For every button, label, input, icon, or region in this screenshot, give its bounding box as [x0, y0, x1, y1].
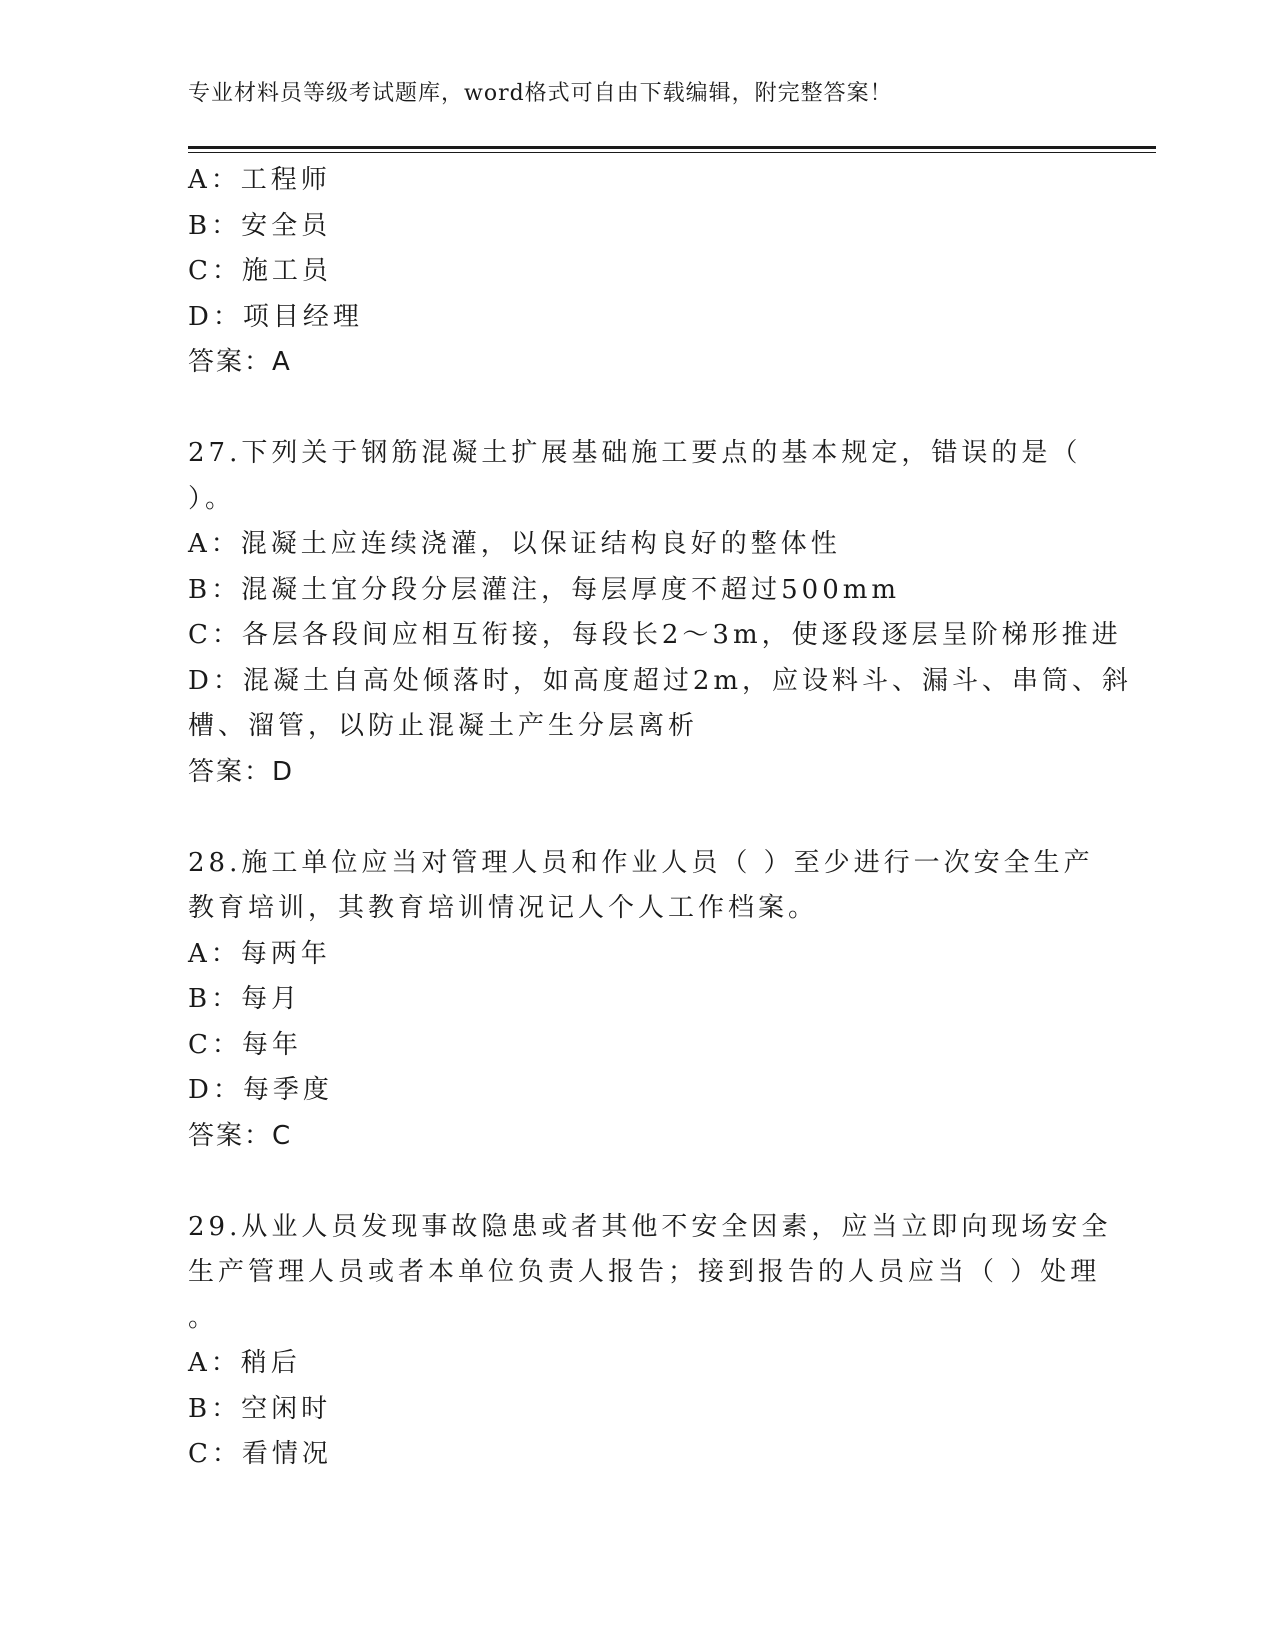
text-line: 教育培训，其教育培训情况记人个人工作档案。 — [188, 893, 819, 923]
header-divider-thick — [188, 146, 1156, 149]
header-divider-thin — [188, 152, 1156, 153]
answer-line: 答案：C — [188, 1120, 293, 1151]
text-line: 槽、溜管，以防止混凝土产生分层离析 — [188, 711, 699, 741]
text-line: 生产管理人员或者本单位负责人报告；接到报告的人员应当（ ）处理 — [188, 1257, 1101, 1287]
text-line: A：混凝土应连续浇灌，以保证结构良好的整体性 — [188, 529, 841, 559]
text-line: B：空闲时 — [188, 1393, 332, 1424]
text-line: ）。 — [188, 483, 236, 514]
document-body — [188, 158, 1133, 1478]
text-line: 27.下列关于钢筋混凝土扩展基础施工要点的基本规定，错误的是（ — [188, 438, 1082, 468]
text-line: D：每季度 — [188, 1075, 333, 1105]
text-line: B：混凝土宜分段分层灌注，每层厚度不超过500mm — [188, 574, 901, 605]
paragraph-gap — [188, 1159, 1088, 1205]
answer-line: 答案：D — [188, 756, 295, 787]
text-line: D：混凝土自高处倾落时，如高度超过2m，应设料斗、漏斗、串筒、斜 — [188, 665, 1133, 696]
text-line: A：每两年 — [188, 938, 331, 969]
paragraph-gap — [188, 795, 1088, 841]
text-line: B：每月 — [188, 984, 302, 1014]
text-line: C：每年 — [188, 1029, 302, 1060]
paragraph-gap — [188, 386, 1088, 432]
text-line: C：各层各段间应相互衔接，每段长2～3m，使逐段逐层呈阶梯形推进 — [188, 620, 1122, 650]
text-line: C：看情况 — [188, 1439, 332, 1469]
answer-line: 答案：A — [188, 347, 292, 377]
page-header-text: 专业材料员等级考试题库，word格式可自由下载编辑，附完整答案！ — [188, 81, 893, 106]
text-line: 28.施工单位应当对管理人员和作业人员（ ）至少进行一次安全生产 — [188, 847, 1094, 878]
text-line: C：施工员 — [188, 256, 332, 286]
text-line: 29.从业人员发现事故隐患或者其他不安全因素，应当立即向现场安全 — [188, 1211, 1112, 1242]
text-line: D：项目经理 — [188, 301, 363, 332]
text-line: 。 — [188, 1302, 219, 1333]
text-line: A：工程师 — [188, 165, 331, 195]
text-line: B：安全员 — [188, 210, 332, 241]
text-line: A：稍后 — [188, 1348, 301, 1378]
